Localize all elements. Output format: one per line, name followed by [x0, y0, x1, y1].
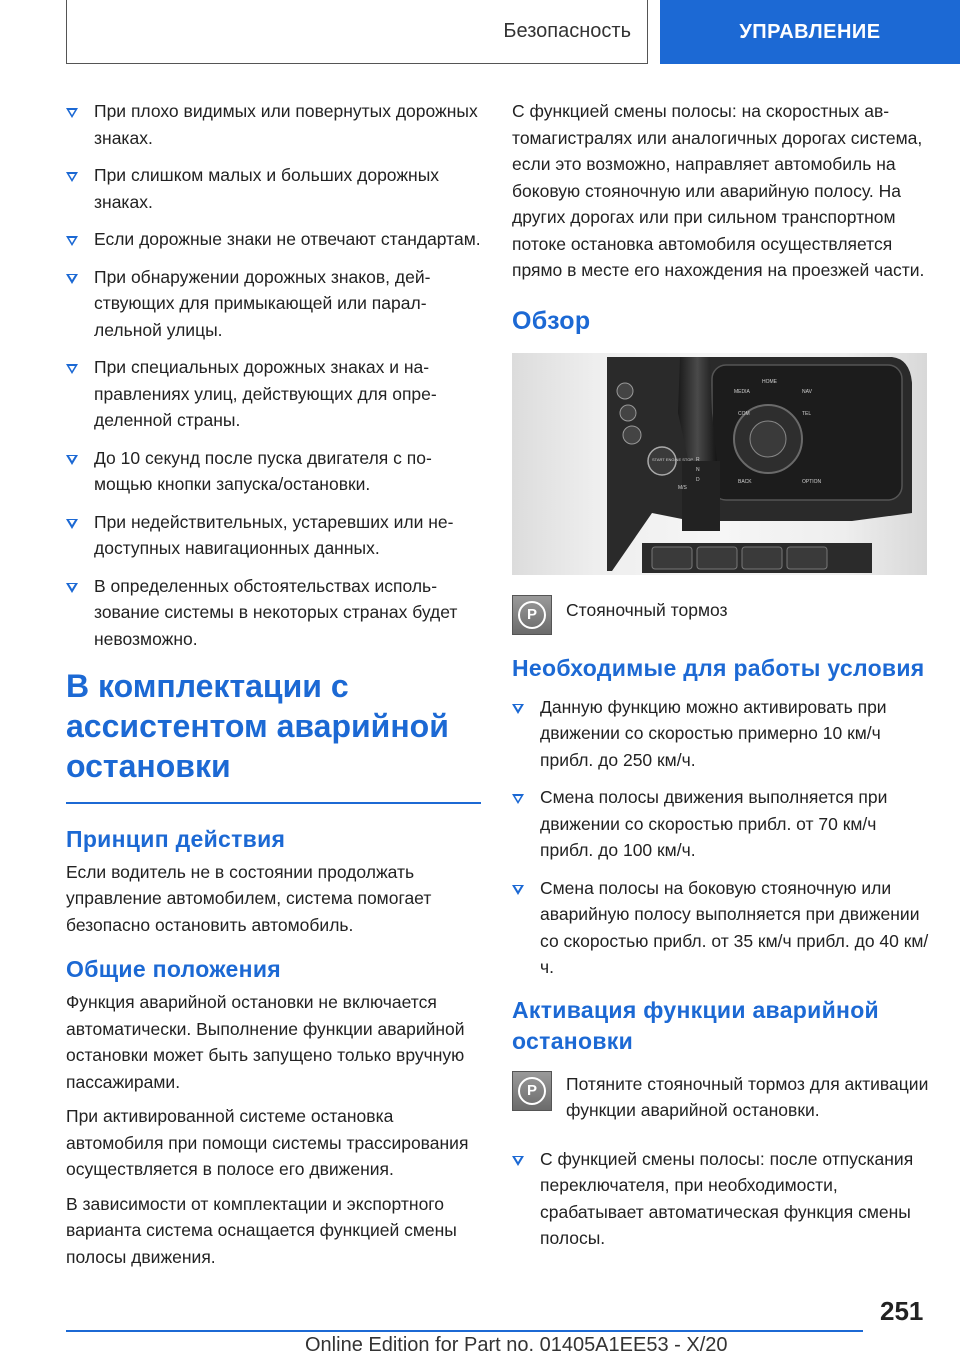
activation-list — [512, 1146, 930, 1252]
bullet-triangle-icon — [66, 519, 78, 529]
conditions-list — [512, 694, 930, 981]
bullet-triangle-icon — [512, 885, 524, 895]
activation-text: Потяните стояночный тормоз для активации функции аварийной остановки. — [566, 1073, 929, 1120]
bullet-triangle-icon — [66, 583, 78, 593]
parking-brake-label: Стояночный тормоз — [566, 599, 728, 620]
center-console-illustration — [512, 353, 927, 575]
main-heading: В комплектации с ассистентом аварийной остановки — [66, 668, 449, 784]
list-item: Смена полосы движения выполняется при движении со скоростью прибл. от 70 км/ч прибл. до 100 км/ч. — [512, 784, 930, 864]
overview-heading: Обзор — [512, 306, 591, 335]
option-label: OPTION — [802, 478, 822, 485]
conditions-heading: Необходимые для работы условия — [512, 654, 925, 681]
general-text-3: В зависимости от комплектации и экспортного варианта система оснащается функцией смены полосы движения. — [66, 1193, 457, 1267]
tel-label: TEL — [802, 410, 812, 417]
gear-d-label: D — [696, 476, 700, 483]
bullet-triangle-icon — [66, 108, 78, 118]
principle-text: Если водитель не в состоянии продолжать управление автомобилем, система помогает безопасно остановить автомобиль. — [66, 861, 432, 935]
nav-label: NAV — [802, 388, 812, 395]
start-stop-label: START ENGINE STOP — [652, 456, 694, 462]
left-column — [66, 98, 481, 1278]
list-item: При слишком малых и больших дорожных знаках. — [66, 162, 481, 215]
gear-n-label: N — [696, 466, 700, 473]
gear-m-label: M/S — [678, 484, 687, 491]
media-label: MEDIA — [734, 388, 750, 395]
back-label: BACK — [738, 478, 752, 485]
parking-brake-row — [512, 595, 930, 635]
list-item: При плохо видимых или повернутых дорожных знаках. — [66, 98, 481, 151]
list-item: Если дорожные знаки не отвечают стандартам. — [66, 226, 481, 253]
bullet-triangle-icon — [66, 364, 78, 374]
right-column — [512, 98, 930, 1263]
bullet-triangle-icon — [512, 1156, 524, 1166]
general-text-2: При активированной системе остановка автомобиля при помощи системы трассирования осуществляется в полосе его движения. — [66, 1106, 469, 1179]
bullet-triangle-icon — [66, 455, 78, 465]
activation-row — [512, 1071, 930, 1132]
bullet-triangle-icon — [66, 274, 78, 284]
principle-heading: Принцип действия — [66, 825, 286, 852]
page-number: 251 — [880, 1296, 924, 1326]
general-text-1: Функция аварийной остановки не включается автоматически. Выполнение функции аварийной остановки может быть запущено только вручную пассажирами. — [66, 992, 465, 1092]
parking-brake-icon: P — [512, 1071, 552, 1111]
home-label: HOME — [762, 378, 777, 385]
parking-brake-icon: P — [512, 595, 552, 635]
list-item: С функцией смены полосы: после отпускания переключателя, при необходимости, срабатывает автоматическая функция смены полосы. — [512, 1146, 930, 1252]
heading-divider — [66, 802, 481, 804]
bullet-triangle-icon — [512, 704, 524, 714]
footer-divider — [66, 1330, 863, 1332]
center-console-photo — [512, 353, 927, 575]
list-item: Смена полосы на боковую стояночную или аварийную полосу выполняется при движении со скоростью прибл. от 35 км/ч прибл. до 40 км/ч. — [512, 875, 930, 981]
list-item: До 10 секунд после пуска двигателя с помощью кнопки запуска/остановки. — [66, 445, 481, 498]
list-item: Данную функцию можно активировать при движении со скоростью примерно 10 км/ч прибл. до 250 км/ч. — [512, 694, 930, 774]
list-item: При обнаружении дорожных знаков, действующих для примыкающей или параллельной улицы. — [66, 264, 481, 344]
gear-r-label: R — [696, 456, 700, 463]
footer-edition: Online Edition for Part no. 01405A1EE53 - X/20 — [305, 1334, 728, 1356]
chapter-title: УПРАВЛЕНИЕ — [739, 20, 881, 43]
com-label: COM — [738, 410, 750, 417]
lane-change-text: С функцией смены полосы: на скоростных автомагистралях или аналогичных дорогах система, если это возможно, направляет автомобиль на боковую стояночную или аварийную полосу. На других дорогах или при сильном транспортном потоке остановка автомобиля осуществляется прямо в месте его нахождения на проезжей части. — [512, 101, 925, 280]
bullet-triangle-icon — [66, 236, 78, 246]
activation-heading: Активация функции аварийной остановки — [512, 996, 879, 1054]
section-tab — [66, 0, 648, 64]
list-item: При недействительных, устаревших или недоступных навигационных данных. — [66, 509, 481, 562]
limitations-list — [66, 98, 481, 652]
bullet-triangle-icon — [512, 794, 524, 804]
list-item: При специальных дорожных знаках и направлениях улиц, действующих для определенной страны. — [66, 354, 481, 434]
section-title: Безопасность — [503, 20, 631, 42]
general-heading: Общие положения — [66, 956, 281, 982]
bullet-triangle-icon — [66, 172, 78, 182]
chapter-tab — [660, 0, 960, 64]
list-item: В определенных обстоятельствах использование системы в некоторых странах будет невозможно. — [66, 573, 481, 653]
